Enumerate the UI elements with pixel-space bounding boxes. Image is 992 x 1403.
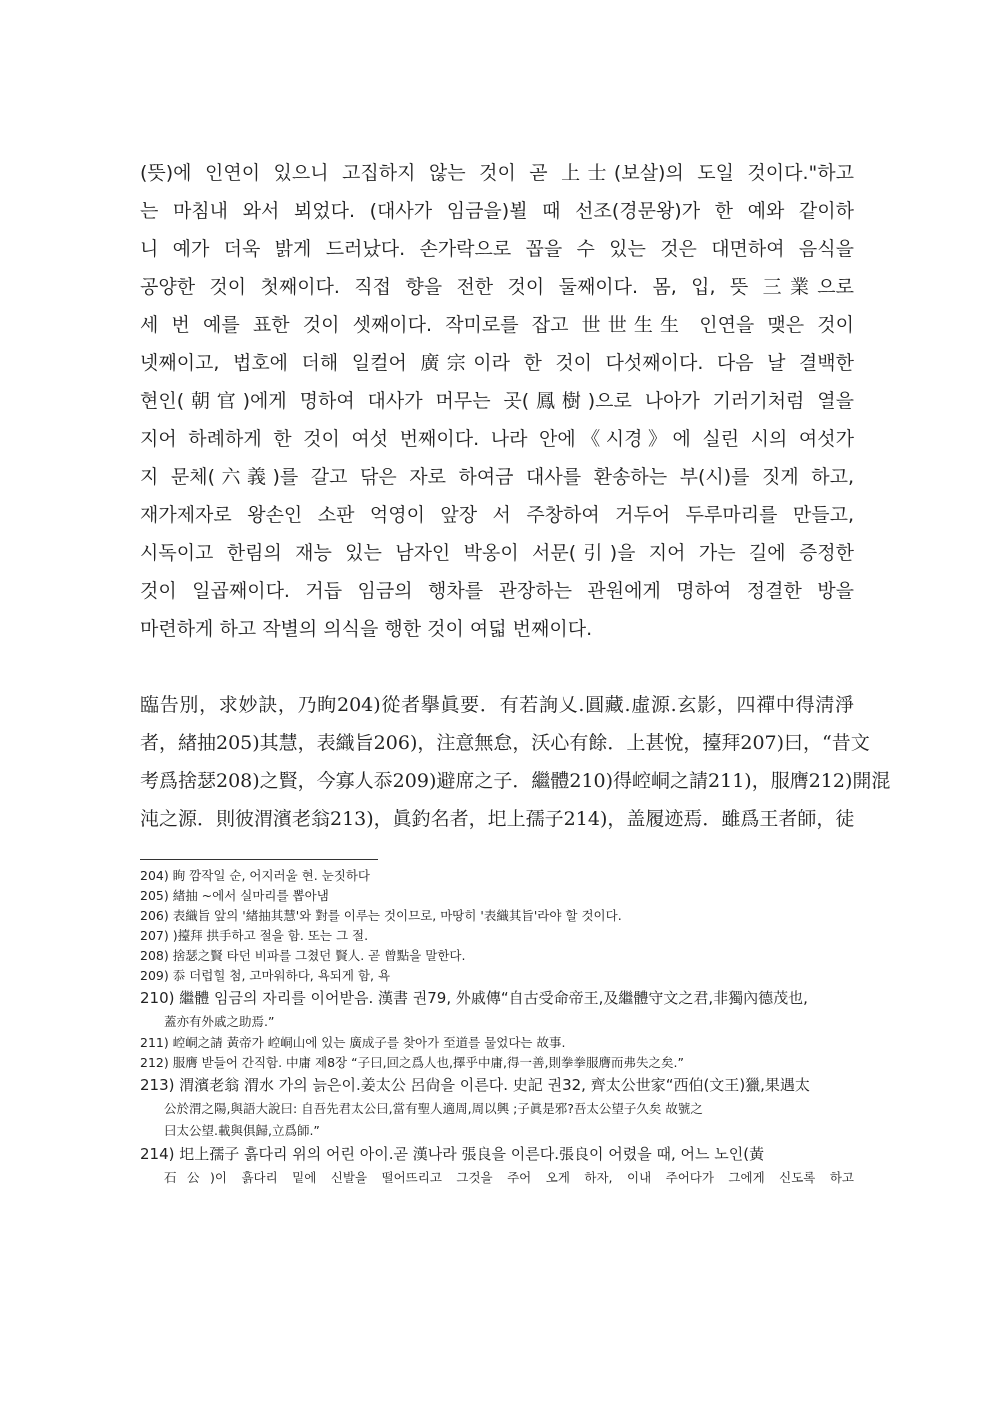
text-line: 니 예가 더욱 밝게 드러났다. 손가락으로 꼽을 수 있는 것은 대면하여 음식을	[140, 238, 854, 260]
footnote-continuation: 蓋亦有外戚之助焉.”	[164, 1014, 275, 1029]
korean-translation-paragraph	[140, 154, 854, 648]
footnote: 211) 崆峒之請 黃帝가 崆峒山에 있는 廣成子를 찾아가 至道를 물었다는 故事.	[140, 1035, 566, 1050]
footnote: 204) 眴 깜작일 순, 어지러울 현. 눈짓하다	[140, 868, 370, 883]
text-line: 臨告別，求妙訣，乃眴204)從者擧眞要．有若詢乂.圓藏.虛源.玄影，四禪中得淸淨	[140, 694, 854, 716]
footnote: 208) 捨瑟之賢 타던 비파를 그쳤던 賢人. 곧 曾點을 말한다.	[140, 948, 466, 963]
text-line: 것이 일곱째이다. 거듭 임금의 행차를 관장하는 관원에게 명하여 정결한 방을	[140, 580, 854, 602]
text-line: 지어 하례하게 한 것이 여섯 번째이다. 나라 안에《시경》에 실린 시의 여섯가	[140, 428, 854, 450]
footnote: 207) )擡拜 拱手하고 절을 함. 또는 그 절.	[140, 928, 369, 943]
footnote-separator	[140, 859, 378, 860]
text-line: 마련하게 하고 작별의 의식을 행한 것이 여덟 번째이다.	[140, 618, 593, 640]
footnote: 210) 繼體 임금의 자리를 이어받음. 漢書 권79, 外戚傳“自古受命帝王,及繼體守文之君,非獨內德茂也,	[140, 989, 808, 1007]
footnote: 214) 圯上孺子 흙다리 위의 어린 아이.곧 漢나라 張良을 이른다.張良이 어렸을 때, 어느 노인(黃	[140, 1145, 765, 1163]
text-line: (뜻)에 인연이 있으니 고집하지 않는 것이 곧 上士(보살)의 도일 것이다."하고	[140, 162, 854, 184]
text-line: 지 문체(六義)를 갈고 닦은 자로 하여금 대사를 환송하는 부(시)를 짓게 하고,	[140, 466, 854, 488]
footnote-continuation: 石公)이 흙다리 밑에 신발을 떨어뜨리고 그것을 주어 오게 하자, 이내 주어다가 그에게 신도록 하고	[164, 1170, 854, 1185]
footnote-continuation: 曰太公望.載與俱歸,立爲師.”	[164, 1123, 320, 1138]
footnote: 205) 緖抽 ~에서 실마리를 뽑아냄	[140, 888, 329, 903]
footnote: 212) 服膺 받들어 간직함. 中庸 제8장 “子曰,回之爲人也,擇乎中庸,得一善,則拳拳服膺而弗失之矣.”	[140, 1055, 684, 1070]
footnote: 213) 渭濱老翁 渭水 가의 늙은이.姜太公 呂尙을 이른다. 史記 권32, 齊太公世家“西伯(文王)獵,果遇太	[140, 1076, 810, 1094]
text-line: 공양한 것이 첫째이다. 직접 향을 전한 것이 둘째이다. 몸, 입, 뜻 三業으로	[140, 276, 854, 298]
text-line: 시독이고 한림의 재능 있는 남자인 박옹이 서문(引)을 지어 가는 길에 증정한	[140, 542, 854, 564]
text-line: 넷째이고, 법호에 더해 일컬어 廣宗이라 한 것이 다섯째이다. 다음 날 결백한	[140, 352, 854, 374]
footnote: 209) 忝 더럽힐 첨, 고마워하다, 욕되게 함, 욕	[140, 968, 391, 983]
text-line: 는 마침내 와서 뵈었다. (대사가 임금을)뵐 때 선조(경문왕)가 한 예와 같이하	[140, 200, 854, 222]
text-line: 者，緖抽205)其慧，表織旨206)，注意無怠，沃心有餘．上甚悅，擡拜207)曰，“昔文	[140, 732, 870, 754]
classical-chinese-paragraph	[140, 686, 891, 838]
text-line: 沌之源．則彼渭濱老翁213)，眞釣名者，圯上孺子214)，盖履迹焉．雖爲王者師，徒	[140, 808, 855, 830]
text-line: 재가제자로 왕손인 소판 억영이 앞장 서 주창하여 거두어 두루마리를 만들고,	[140, 504, 854, 526]
footnote-continuation: 公於渭之陽,與語大說曰: 自吾先君太公曰,當有聖人適周,周以興 ;子眞是邪?吾太公望子久矣 故號之	[164, 1101, 703, 1116]
text-line: 현인(朝官)에게 명하여 대사가 머무는 곳(鳳樹)으로 나아가 기러기처럼 열을	[140, 390, 854, 412]
footnote: 206) 表織旨 앞의 '緖抽其慧'와 對를 이루는 것이므로, 마땅히 '表織其旨'라야 할 것이다.	[140, 908, 622, 923]
text-line: 考爲捨瑟208)之賢，今寡人忝209)避席之子．繼體210)得崆峒之請211)，服膺212)開混	[140, 770, 891, 792]
text-line: 세 번 예를 표한 것이 셋째이다. 작미로를 잡고 世世生生 인연을 맺은 것이	[140, 314, 854, 336]
footnotes	[140, 866, 854, 1189]
